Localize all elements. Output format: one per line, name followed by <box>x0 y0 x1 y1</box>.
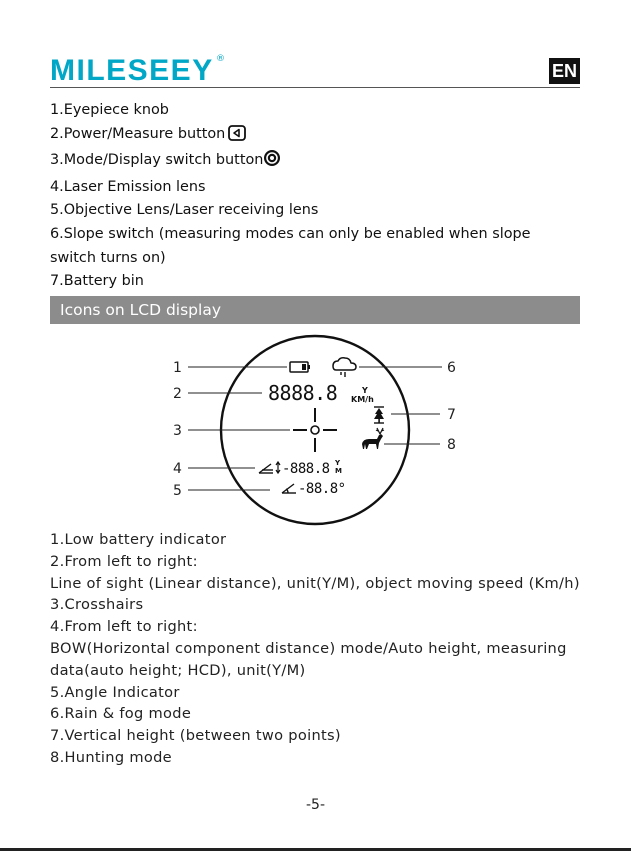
brand-logo: MILESEEY <box>50 54 214 87</box>
parts-list-item <box>50 123 580 150</box>
page-header <box>50 52 580 88</box>
parts-list-item <box>50 199 580 223</box>
hcd-unit-meters-label: M <box>335 467 342 475</box>
legend-item: 2.From left to right: <box>50 552 198 570</box>
unit-yards-label: Y <box>362 386 368 395</box>
parts-list-item <box>50 99 580 123</box>
hcd-readout: -888.8 <box>282 461 330 477</box>
header-divider <box>50 87 580 88</box>
legend-item: data(auto height; HCD), unit(Y/M) <box>50 661 306 679</box>
section-title: Icons on LCD display <box>50 296 580 324</box>
mode-display-icon <box>263 149 281 176</box>
page-number: -5- <box>305 797 325 813</box>
parts-list-text: 1.Eyepiece knob <box>50 102 169 118</box>
crosshair-icon <box>293 408 337 452</box>
parts-list-item <box>50 149 580 176</box>
speed-unit-label: KM/h <box>351 395 374 404</box>
auto-height-arrow-icon <box>276 462 280 473</box>
parts-list-item <box>50 223 580 270</box>
hcd-unit-yards-label: Y <box>335 459 341 467</box>
tree-height-icon <box>374 407 384 423</box>
callout-number: 2 <box>173 386 182 402</box>
legend-item: 7.Vertical height (between two points) <box>50 727 341 745</box>
callout-number: 7 <box>447 407 456 423</box>
parts-list-text: 7.Battery bin <box>50 273 144 290</box>
angle-readout: -88.8° <box>298 481 346 497</box>
parts-list-item <box>50 270 580 294</box>
callout-number: 8 <box>447 437 456 453</box>
rain-fog-icon <box>333 358 356 377</box>
language-badge: EN <box>549 58 580 84</box>
legend-item: 5.Angle Indicator <box>50 683 180 701</box>
parts-list-text: 5.Objective Lens/Laser receiving lens <box>50 202 319 219</box>
callout-number: 5 <box>173 483 182 499</box>
callout-number: 1 <box>173 360 182 376</box>
icon-legend-list <box>50 529 590 769</box>
parts-list-text: 2.Power/Measure button <box>50 125 226 142</box>
distance-readout: 8888.8 <box>268 381 338 405</box>
legend-item: 4.From left to right: <box>50 618 198 636</box>
parts-list-text: 6.Slope switch (measuring modes can only be enabled when slope switch turns on) <box>50 225 531 266</box>
legend-item: 6.Rain & fog mode <box>50 705 192 723</box>
legend-item: Line of sight (Linear distance), unit(Y/M), object moving speed (Km/h) <box>50 574 580 592</box>
legend-item: BOW(Horizontal component distance) mode/Auto height, measuring <box>50 639 567 657</box>
power-measure-icon <box>228 125 246 150</box>
parts-list <box>50 99 580 294</box>
callout-number: 3 <box>173 423 182 439</box>
angle-icon <box>282 484 296 493</box>
parts-list-item <box>50 176 580 200</box>
parts-list-text: 3.Mode/Display switch button <box>50 152 264 169</box>
bow-icon <box>259 464 273 473</box>
legend-item: 3.Crosshairs <box>50 596 144 614</box>
callout-number: 4 <box>173 461 182 477</box>
deer-icon <box>362 428 384 449</box>
legend-item: 8.Hunting mode <box>50 748 172 766</box>
battery-icon <box>290 362 310 372</box>
lcd-diagram <box>0 330 631 530</box>
callout-number: 6 <box>447 360 456 376</box>
legend-item: 1.Low battery indicator <box>50 531 227 548</box>
parts-list-text: 4.Laser Emission lens <box>50 178 206 195</box>
registered-mark: ® <box>216 54 225 64</box>
